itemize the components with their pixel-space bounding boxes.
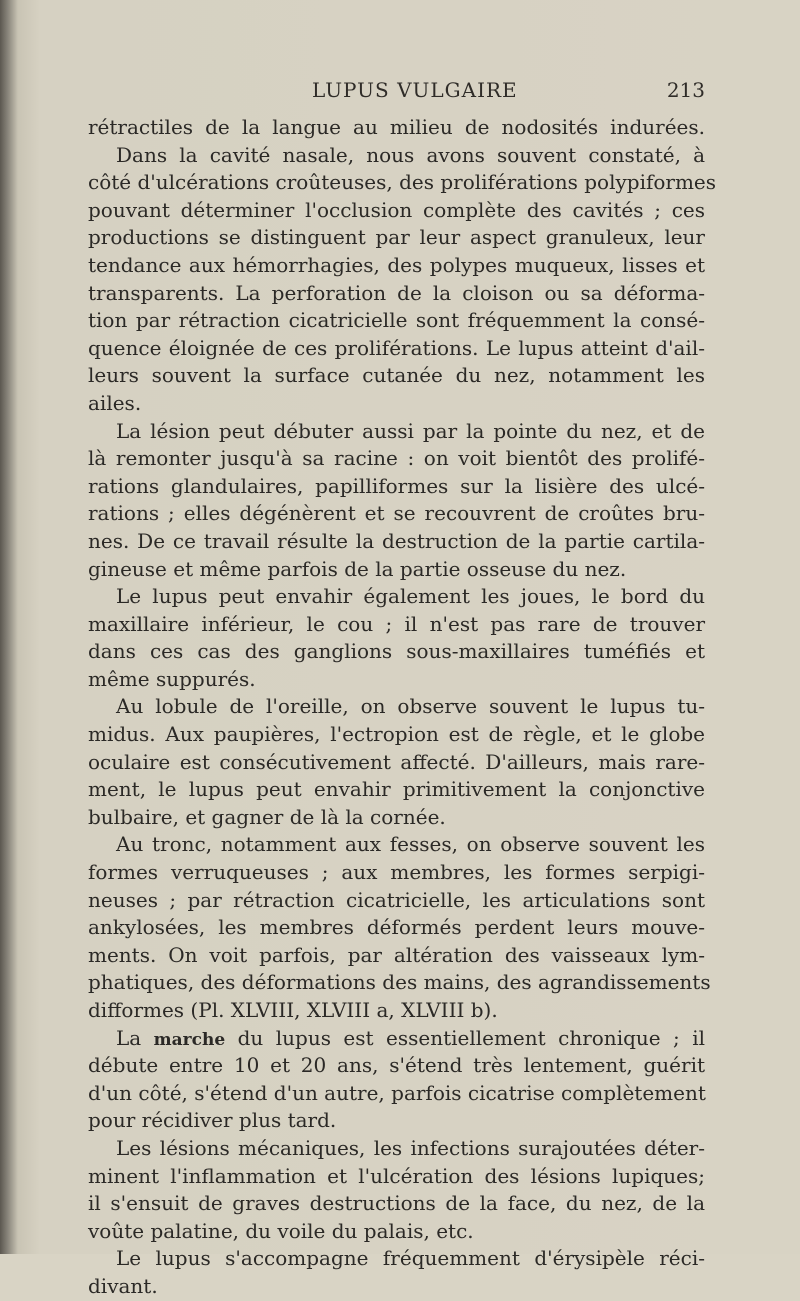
text-line: gineuse et même parfois de la partie osseuse du nez. (88, 556, 627, 581)
text-line: là remonter jusqu'à sa racine : on voit bientôt des prolifé- (88, 446, 705, 471)
text-line: difformes (Pl. XLVIII, XLVIII a, XLVIII b). (88, 998, 498, 1022)
running-title: LUPUS VULGAIRE (312, 78, 518, 102)
text-line: Le lupus s'accompagne fréquemment d'érysipèle réci- (116, 1246, 705, 1271)
text-line: divant. (88, 1273, 158, 1298)
line-rest: du lupus est essentiellement chronique ; il (237, 1025, 706, 1050)
text-line: débute entre 10 et 20 ans, s'étend très lentement, guérit (88, 1053, 705, 1078)
page-number: 213 (666, 78, 705, 102)
text-line: La lésion peut débuter aussi par la pointe du nez, et de (116, 418, 705, 443)
text-line: rétractiles de la langue au milieu de nodosités indurées. (88, 115, 705, 139)
text-line: voûte palatine, du voile du palais, etc. (88, 1218, 474, 1243)
inline-marche-bold: marche (153, 1029, 226, 1050)
text-line: pouvant déterminer l'occlusion complète des cavités ; ces (88, 197, 705, 222)
text-line: transparents. La perforation de la cloison ou sa déforma- (88, 280, 705, 305)
text-line: pour récidiver plus tard. (88, 1108, 337, 1133)
text-line: formes verruqueuses ; aux membres, les formes serpigi- (88, 860, 705, 885)
text-line: Au tronc, notamment aux fesses, on observe souvent les (116, 832, 705, 857)
text-line: tendance aux hémorrhagies, des polypes muqueux, lisses et (88, 252, 705, 277)
text-line: côté d'ulcérations croûteuses, des proliférations polypiformes (88, 170, 717, 195)
text-line: Dans la cavité nasale, nous avons souvent constaté, à (116, 142, 705, 167)
text-line: tion par rétraction cicatricielle sont fréquemment la consé- (88, 308, 705, 333)
text-line: leurs souvent la surface cutanée du nez, notamment les (88, 363, 705, 388)
text-line: minent l'inflammation et l'ulcération des lésions lupiques; (88, 1163, 705, 1188)
text-line: midus. Aux paupières, l'ectropion est de règle, et le globe (88, 722, 705, 747)
text-line: productions se distinguent par leur aspect granuleux, leur (88, 225, 705, 250)
text-line: Au lobule de l'oreille, on observe souvent le lupus tu- (116, 694, 705, 719)
text-line: rations glandulaires, papilliformes sur la lisière des ulcé- (88, 473, 705, 498)
text-line: maxillaire inférieur, le cou ; il n'est pas rare de trouver (88, 611, 705, 636)
text-line: dans ces cas des ganglions sous-maxillaires tuméfiés et (88, 639, 705, 664)
text-line: ment, le lupus peut envahir primitivement la conjonctive (88, 777, 705, 802)
text-line: oculaire est consécutivement affecté. D'ailleurs, mais rare- (88, 749, 705, 774)
text-line: ailes. (88, 390, 142, 415)
text-line: d'un côté, s'étend d'un autre, parfois cicatrise complètement (88, 1080, 706, 1105)
text-line: même suppurés. (88, 666, 256, 691)
text-line: il s'ensuit de graves destructions de la face, du nez, de la (88, 1191, 705, 1216)
text-line: Le lupus peut envahir également les joues, le bord du (116, 584, 705, 609)
text-line: bulbaire, et gagner de là la cornée. (88, 804, 446, 829)
text-line: rations ; elles dégénèrent et se recouvrent de croûtes bru- (88, 501, 705, 526)
page-header (120, 78, 705, 106)
text-line: quence éloignée de ces proliférations. Le lupus atteint d'ail- (88, 335, 705, 360)
text-line: Les lésions mécaniques, les infections surajoutées déter- (116, 1135, 705, 1160)
text-line: phatiques, des déformations des mains, des agrandissements (88, 970, 711, 995)
text-line: nes. De ce travail résulte la destruction de la partie cartila- (88, 528, 705, 553)
text-line: ankylosées, les membres déformés perdent leurs mouve- (88, 915, 705, 940)
text-line: ments. On voit parfois, par altération des vaisseaux lym- (88, 942, 705, 967)
body-text (88, 114, 717, 1301)
inline-la: La (116, 1025, 142, 1050)
text-line (88, 1025, 705, 1053)
text-line: neuses ; par rétraction cicatricielle, les articulations sont (88, 887, 705, 912)
